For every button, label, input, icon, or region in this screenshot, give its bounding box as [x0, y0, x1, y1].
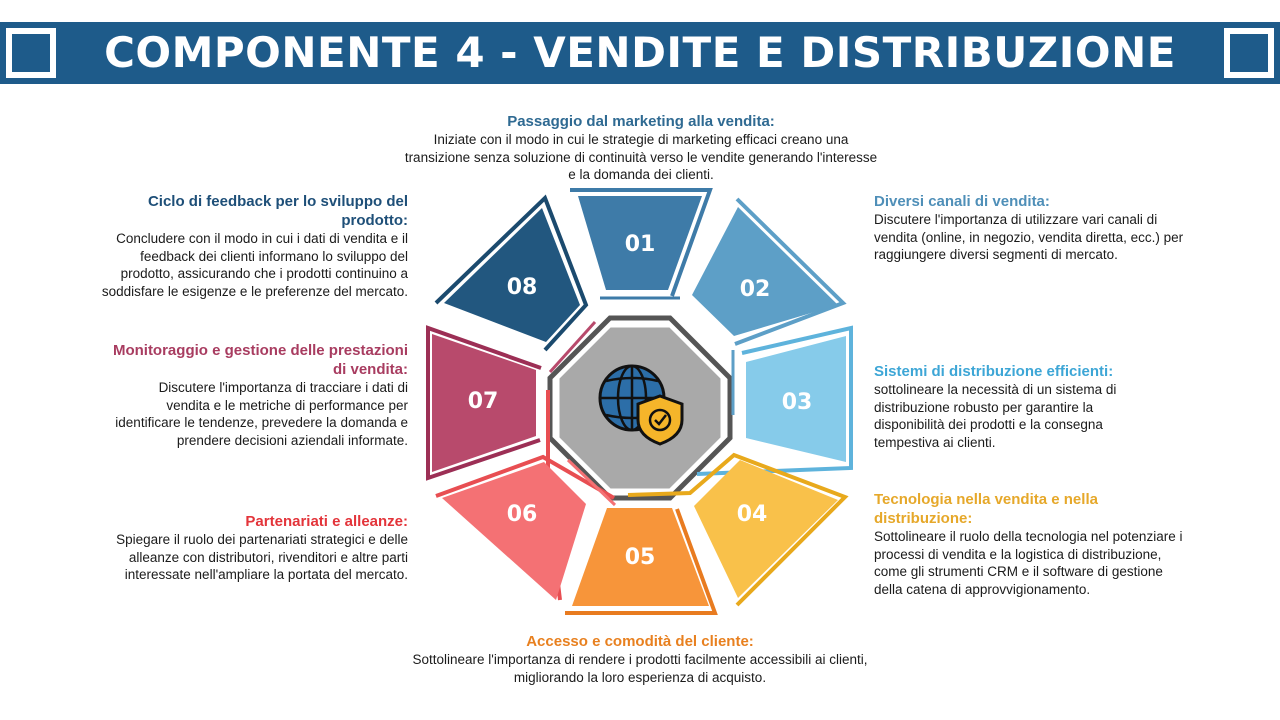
segment-01-heading: Passaggio dal marketing alla vendita: — [507, 113, 775, 130]
segment-02-text: Discutere l'importanza di utilizzare vari canali di vendita (online, in negozio, vendita diretta, ecc.) per raggiungere diversi segmenti di mercato. — [874, 212, 1184, 262]
segment-05-number: 05 — [624, 545, 656, 570]
segment-06-heading: Partenariati e alleanze: — [245, 513, 408, 530]
segment-05-description — [380, 632, 900, 686]
segment-07-heading: Monitoraggio e gestione delle prestazioni di vendita: — [112, 342, 408, 378]
segment-06-text: Spiegare il ruolo dei partenariati strategici e delle alleanze con distributori, rivenditori e altre parti interessate nell'ampliare la portata del mercato. — [116, 532, 408, 582]
segment-07-description — [112, 341, 408, 449]
segment-08-description — [92, 192, 408, 300]
segment-01-number: 01 — [624, 232, 656, 257]
segment-06-number: 06 — [506, 502, 538, 527]
segment-03-text: sottolineare la necessità di un sistema di distribuzione robusto per garantire la disponibilità dei prodotti e la consegna tempestiva ai clienti. — [874, 382, 1117, 450]
segment-08-number: 08 — [506, 275, 538, 300]
segment-03-description — [874, 362, 1144, 451]
page-title: COMPONENTE 4 - VENDITE E DISTRIBUZIONE — [104, 28, 1176, 77]
segment-04-heading: Tecnologia nella vendita e nella distribuzione: — [874, 491, 1098, 527]
segment-01-description — [400, 112, 882, 184]
segment-04-number: 04 — [736, 502, 768, 527]
segment-07-number: 07 — [467, 389, 499, 414]
segment-02-heading: Diversi canali di vendita: — [874, 193, 1050, 210]
segment-02-number: 02 — [739, 277, 771, 302]
segment-07-text: Discutere l'importanza di tracciare i dati di vendita e le metriche di performance per identificare le tendenze, prevedere la domanda e prendere decisioni aziendali informate. — [115, 380, 408, 448]
segment-06 — [442, 462, 586, 600]
segment-03-number: 03 — [781, 390, 813, 415]
segment-05-text: Sottolineare l'importanza di rendere i prodotti facilmente accessibili ai clienti, migliorando la loro esperienza di acquisto. — [412, 652, 868, 685]
segment-04-description — [874, 490, 1194, 598]
segment-03-heading: Sistemi di distribuzione efficienti: — [874, 363, 1114, 380]
segment-05-heading: Accesso e comodità del cliente: — [526, 633, 754, 650]
segment-06-description — [92, 512, 408, 584]
segment-01-text: Iniziate con il modo in cui le strategie di marketing efficaci creano una transizione senza soluzione di continuità verso le vendite generando l'interesse e la domanda dei clienti. — [404, 132, 878, 182]
segment-08-heading: Ciclo di feedback per lo sviluppo del prodotto: — [147, 193, 408, 229]
segment-02-description — [874, 192, 1194, 264]
segment-08-text: Concludere con il modo in cui i dati di vendita e il feedback dei clienti informano lo sviluppo del prodotto, assicurando che i prodotti continuino a soddisfare le esigenze e le preferenze del mercato. — [101, 231, 408, 299]
segment-04-text: Sottolineare il ruolo della tecnologia nel potenziare i processi di vendita e la logistica di distribuzione, come gli strumenti CRM e il software di gestione della catena di approvvigionamento. — [874, 529, 1183, 597]
